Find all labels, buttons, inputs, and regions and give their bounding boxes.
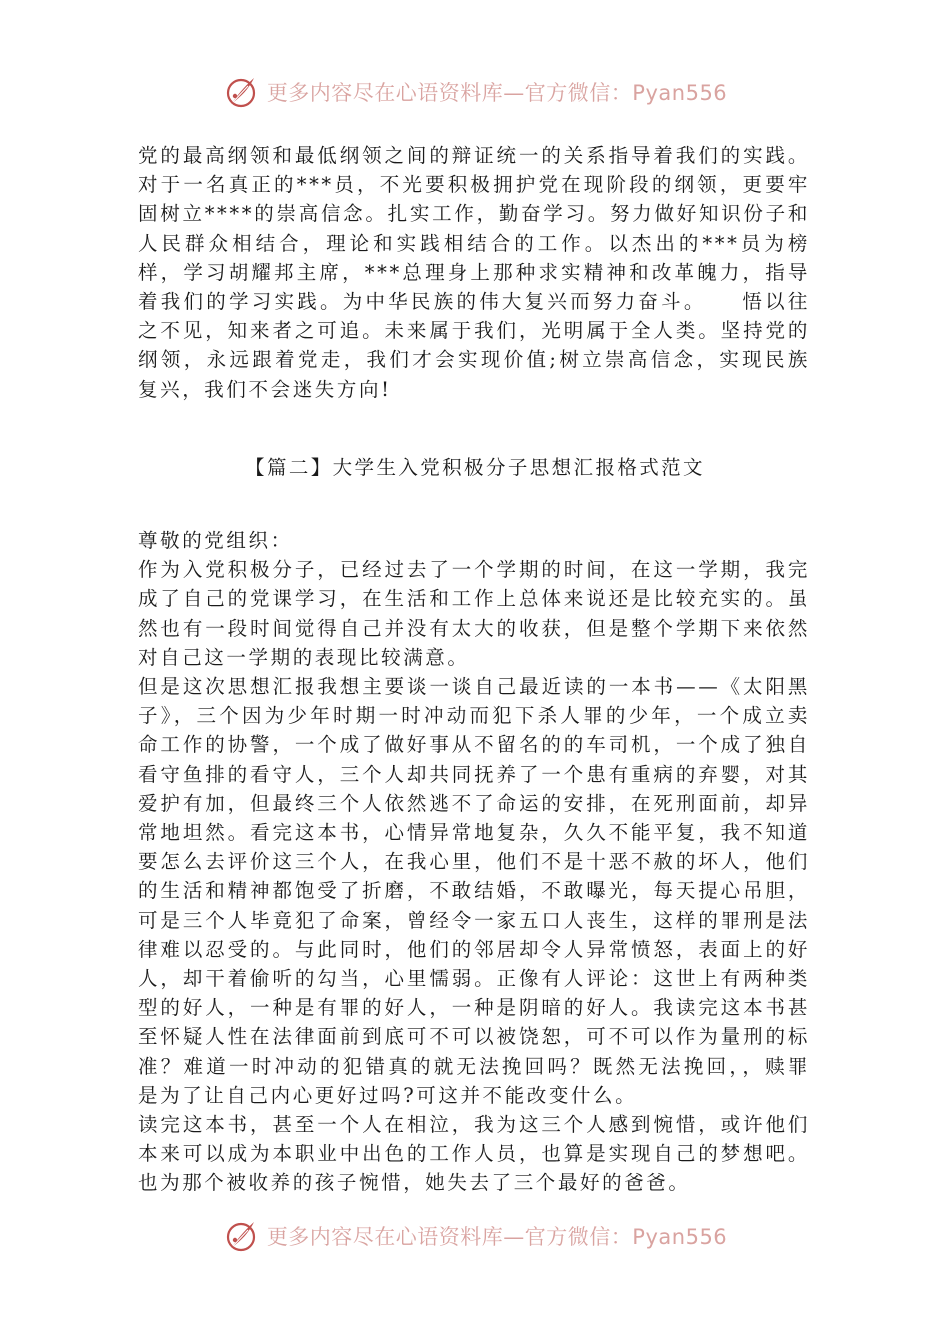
section2-body [138,526,810,1198]
paragraph: 读完这本书，甚至一个人在相泣，我为这三个人感到惋惜，或许他们本来可以成为本职业中出色的工作人员，也算是实现自己的梦想吧。也为那个被收养的孩子惋惜，她失去了三个最好的爸爸。 [138,1113,810,1195]
salutation: 尊敬的党组织： [138,529,293,552]
watermark-text: 更多内容尽在心语资料库—官方微信：Pyan556 [266,1225,728,1249]
paragraph: 作为入党积极分子，已经过去了一个学期的时间，在这一学期，我完成了自己的党课学习，在生活和工作上总体来说还是比较充实的。虽然也有一段时间觉得自己并没有太大的收获，但是整个学期下来依然对自己这一学期的表现比较满意。 [138,558,810,669]
quill-logo-icon [223,1218,259,1254]
footer-watermark [0,1216,950,1256]
section1-body [138,141,810,404]
section2-title: 【篇二】大学生入党积极分子思想汇报格式范文 [245,456,705,479]
paragraph: 但是这次思想汇报我想主要谈一谈自己最近读的一本书——《太阳黑子》，三个因为少年时期一时冲动而犯下杀人罪的少年，一个成立卖命工作的协警，一个成了做好事从不留名的的车司机，一个成了独自看守鱼排的看守人，三个人却共同抚养了一个患有重病的弃婴，对其爱护有加，但最终三个人依然逃不了命运的安排，在死刑面前，却异常地坦然。看完这本书，心情异常地复杂，久久不能平复，我不知道要怎么去评价这三个人，在我心里，他们不是十恶不赦的坏人，他们的生活和精神都饱受了折磨，不敢结婚，不敢曝光，每天提心吊胆，可是三个人毕竟犯了命案，曾经令一家五口人丧生，这样的罪刑是法律难以忍受的。与此同时，他们的邻居却令人异常愤怒，表面上的好人，却干着偷听的勾当，心里懦弱。正像有人评论：这世上有两种类型的好人，一种是有罪的好人，一种是阴暗的好人。我读完这本书甚至怀疑人性在法律面前到底可不可以被饶恕，可不可以作为量刑的标准？难道一时冲动的犯错真的就无法挽回吗？既然无法挽回，，赎罪是为了让自己内心更好过吗?可这并不能改变什么。 [138,675,810,1107]
watermark-text: 更多内容尽在心语资料库—官方微信：Pyan556 [266,81,728,105]
header-watermark [0,72,950,112]
paragraph: 党的最高纲领和最低纲领之间的辩证统一的关系指导着我们的实践。对于一名真正的***员，不光要积极拥护党在现阶段的纲领，更要牢固树立****的崇高信念。扎实工作，勤奋学习。努力做好知识份子和人民群众相结合，理论和实践相结合的工作。以杰出的***员为榜样，学习胡耀邦主席，***总理身上那种求实精神和改革魄力，指导着我们的学习实践。为中华民族的伟大复兴而努力奋斗。 悟以往之不见，知来者之可追。未来属于我们，光明属于全人类。坚持党的纲领，永远跟着党走，我们才会实现价值;树立崇高信念，实现民族复兴，我们不会迷失方向! [138,144,810,401]
quill-logo-icon [223,74,259,110]
